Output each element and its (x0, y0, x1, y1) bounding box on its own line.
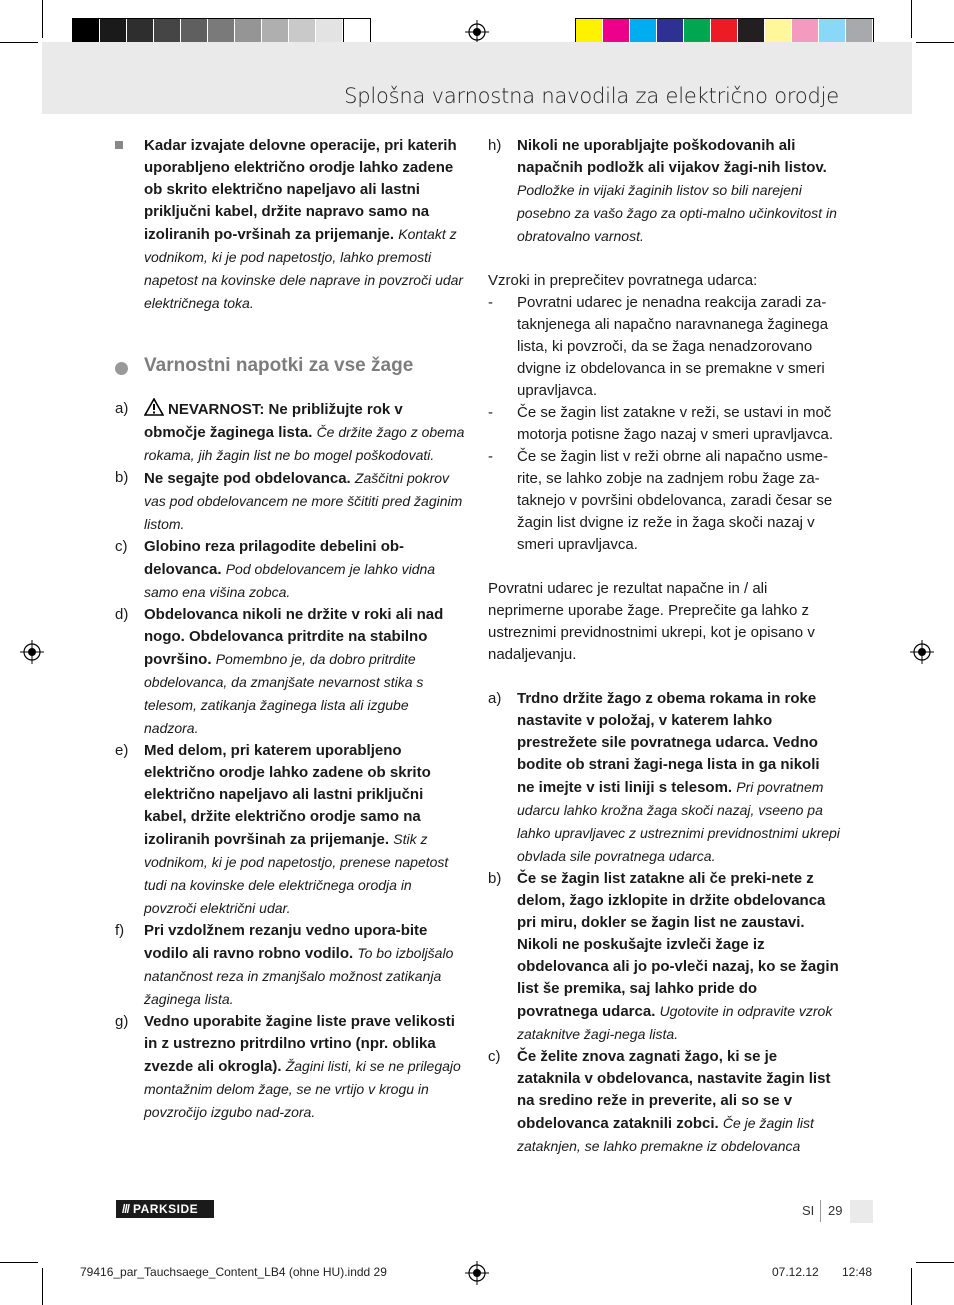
dash-bullet: - (488, 404, 493, 421)
crop-mark (42, 0, 43, 38)
item-bold-text: NEVARNOST: Ne približujte rok v območje žaginega lista. (144, 401, 403, 441)
item-label: e) (115, 742, 129, 759)
language-code: SI (802, 1203, 815, 1218)
item-bold-text: Ne segajte pod obdelovanca. (144, 470, 351, 487)
item-italic-text: Ugotovite in odpravite vzrok zataknitve žagi-nega lista. (517, 1003, 833, 1042)
page-number: 29 (828, 1203, 843, 1218)
causes-list (488, 292, 840, 556)
circle-bullet-icon (115, 362, 128, 375)
right-column (488, 135, 840, 1158)
item-label: a) (115, 400, 129, 417)
item-italic-text: Žagini listi, ki se ne prilegajo montažnim delom žage, se ne vrtijo v krogu in povzročijo izgubo nad-zora. (144, 1058, 461, 1120)
file-name: 79416_par_Tauchsaege_Content_LB4 (ohne HU).indd 29 (80, 1265, 387, 1279)
bullet-italic-text: Kontakt z vodnikom, ki je pod napetostjo, lahko premosti napetost na kovinske dele naprave in povzroči udar električnega toka. (144, 226, 464, 311)
dash-bullet: - (488, 294, 493, 311)
page-number-box (850, 1200, 873, 1223)
cause-text: Če se žagin list v reži obrne ali napačno usme-rite, se lahko zobje na zadnjem robu žage za-taknejo v površini obdelovanca, zaradi česar se žagin list dvigne iz reže in žaga skoči nazaj v smeri upravljavca. (517, 448, 833, 553)
item-bold-text: Nikoli ne uporabljajte poškodovanih ali napačnih podložk ali vijakov žagi-nih listov. (517, 137, 827, 176)
print-time: 12:48 (842, 1265, 873, 1279)
item-italic-text: Če držite žago z obema rokama, jih žagin list ne bo mogel poškodovati. (144, 424, 465, 463)
right-item-list (488, 688, 840, 1158)
item-bold-text: Med delom, pri katerem uporabljeno električno orodje lahko zadene ob skrito električno napeljavo ali lastni priključni kabel, držite električno orodje samo na izoliranih površinah za prijemanje. (144, 742, 431, 848)
crop-mark (916, 1262, 954, 1263)
parkside-logo: /// PARKSIDE (116, 1200, 214, 1218)
warning-triangle-icon (144, 398, 164, 416)
item-bold-text: Pri vzdolžnem rezanju vedno upora-bite vodilo ali ravno robno vodilo. (144, 922, 428, 962)
list-item (115, 604, 465, 740)
registration-mark-icon (20, 640, 44, 664)
square-bullet-icon (115, 141, 123, 149)
item-label: f) (115, 922, 125, 939)
crop-mark (42, 1268, 43, 1305)
left-column (115, 135, 465, 1124)
registration-mark-icon (910, 640, 934, 664)
item-italic-text: Pri povratnem udarcu lahko krožna žaga skoči nazaj, vseeno pa lahko upravljavec z ustreznimi previdnostnimi ukrepi obvlada sile povratnega udarca. (517, 779, 840, 864)
crop-mark (911, 1268, 912, 1305)
cause-item (488, 292, 840, 402)
item-label: b) (488, 870, 502, 887)
item-bold-text: Globino reza prilagodite debelini ob-delovanca. (144, 538, 405, 578)
print-date: 07.12.12 (772, 1265, 819, 1279)
crop-mark (0, 1262, 38, 1263)
list-item (115, 467, 465, 536)
registration-mark-icon (465, 20, 489, 44)
item-italic-text: Podložke in vijaki žaginih listov so bili narejeni posebno za vašo žago za opti-malno učinkovitost in obratovalno varnost. (517, 182, 837, 244)
item-bold-text: Če se žagin list zatakne ali če preki-nete z delom, žago izklopite in držite obdelovanca pri miru, dokler se žagin list ne zaustavi. Nikoli ne poskušajte izvleči žage iz obdelovanca ali jo po-vleči nazaj, ko se žagin list še premika, saj lahko pride do povratnega udarca. (517, 870, 839, 1020)
list-item (115, 740, 465, 920)
item-label: g) (115, 1013, 129, 1030)
item-label: c) (115, 538, 128, 555)
footer-divider (820, 1200, 821, 1222)
brand-name: PARKSIDE (133, 1202, 199, 1216)
item-bold-text: Če želite znova zagnati žago, ki se je zataknila v obdelovanca, nastavite žagin list na sredino reže in preverite, ali so se v obdelovanca zataknili zobci. (517, 1048, 831, 1132)
section-heading (115, 355, 465, 377)
item-label: h) (488, 137, 502, 154)
causes-intro: Vzroki in preprečitev povratnega udarca: (488, 272, 758, 289)
item-italic-text: Pomembno je, da dobro pritrdite obdelovanca, da zmanjšate nevarnost stika s telesom, zatikanja žaginega lista ali izgube nadzora. (144, 651, 424, 736)
item-bold-text: Vedno uporabite žagine liste prave velikosti in z ustrezno pritrdilno vrtino (npr. oblika zvezde ali okrogla). (144, 1013, 455, 1075)
item-label: c) (488, 1048, 501, 1065)
cause-text: Če se žagin list zatakne v reži, se ustavi in moč motorja potisne žago nazaj v smeri upravljavca. (517, 404, 833, 443)
item-label: a) (488, 690, 502, 707)
section-title: Varnostni napotki za vse žage (144, 355, 414, 376)
list-item (115, 536, 465, 604)
list-item (488, 868, 840, 1046)
left-item-list (115, 398, 465, 1124)
list-item (488, 135, 840, 248)
list-item (115, 398, 465, 467)
cause-text: Povratni udarec je nenadna reakcija zaradi za-taknjenega ali napačno naravnanega žaginega lista, ki povzroči, da se žaga nenadzorovano dvigne iz obdelovanca in se premakne v smeri upravljavca. (517, 294, 829, 399)
crop-mark (911, 0, 912, 38)
crop-mark (0, 42, 38, 43)
item-italic-text: Stik z vodnikom, ki je pod napetostjo, prenese napetost tudi na kovinske dele električnega orodja in povzroči električni udar. (144, 831, 449, 916)
bullet-bold-text: Kadar izvajate delovne operacije, pri katerih uporabljeno električno orodje lahko zadene ob skrito električno napeljavo ali lastni priključni kabel, držite napravo samo na izoliranih po-vršinah za prijemanje. (144, 137, 457, 243)
item-italic-text: To bo izboljšalo natančnost reza in zmanjšalo možnost zatikanja žaginega lista. (144, 945, 454, 1007)
cause-item (488, 402, 840, 446)
item-label: b) (115, 469, 129, 486)
item-bold-text: Obdelovanca nikoli ne držite v roki ali nad nogo. Obdelovanca pritrdite na stabilno površino. (144, 606, 444, 668)
registration-mark-icon (465, 1261, 489, 1285)
dash-bullet: - (488, 448, 493, 465)
item-italic-text: Pod obdelovancem je lahko vidna samo ena višina zobca. (144, 561, 436, 600)
item-italic-text: Če je žagin list zataknjen, se lahko premakne iz obdelovanca (517, 1115, 814, 1154)
item-label: d) (115, 606, 129, 623)
cause-item (488, 446, 840, 556)
page-title: Splošna varnostna navodila za električno orodje (344, 84, 839, 108)
list-item (115, 920, 465, 1011)
item-italic-text: Zaščitni pokrov vas pod obdelovancem ne more ščititi pred žaginim listom. (144, 470, 463, 532)
list-item (488, 688, 840, 868)
crop-mark (916, 42, 954, 43)
summary-paragraph: Povratni udarec je rezultat napačne in / ali neprimerne uporabe žage. Preprečite ga lahko z ustreznimi previdnostnimi ukrepi, kot je opisano v nadaljevanju. (488, 580, 815, 663)
bullet-item (115, 135, 465, 315)
list-item (488, 1046, 840, 1158)
list-item (115, 1011, 465, 1124)
item-bold-text: Trdno držite žago z obema rokama in roke nastavite v položaj, v katerem lahko prestrežete sile povratnega udarca. Vedno bodite ob strani žagi-nega lista in ga nikoli ne imejte v isti liniji s telesom. (517, 690, 820, 796)
